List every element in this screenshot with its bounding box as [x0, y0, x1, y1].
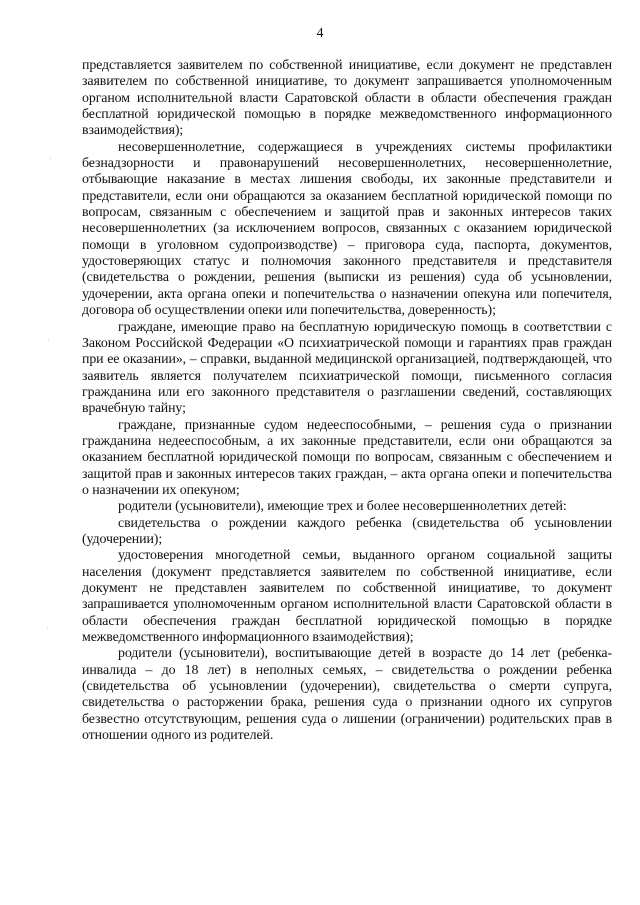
- paragraph-continuation: представляется заявителем по собственной инициативе, если документ не представлен заявителем по собственной инициативе, то документ запрашивается уполномоченным органом исполнительной власти Саратовской области в области обеспечения граждан бесплатной юридической помощью в порядке межведомственного информационного взаимодействия);: [82, 58, 612, 139]
- paragraph-large-families: родители (усыновители), имеющие трех и более несовершеннолетних детей:: [118, 499, 567, 515]
- page-number: 4: [316, 26, 324, 41]
- paragraph-incapacitated: граждане, признанные судом недееспособными, – решения суда о признании гражданина недееспособным, а их законные представители, если они обращаются за оказанием бесплатной юридической помощи по вопросам, связанным с обеспечением и защитой прав и законных интересов таких граждан, – акта органа опеки и попечительства о назначении их опекуном;: [82, 417, 612, 498]
- scan-speck: [48, 340, 49, 341]
- scan-speck: [50, 158, 51, 159]
- paragraph-psychiatric-help: граждане, имеющие право на бесплатную юридическую помощь в соответствии с Законом Российской Федерации «О психиатрической помощи и гарантиях прав граждан при ее оказании», – справки, выданной медицинской организацией, подтверждающей, что заявитель является получателем психиатрической помощи, письменного согласия гражданина или его законного представителя о разглашении сведений, составляющих врачебную тайну;: [82, 319, 612, 417]
- paragraph-birth-certificates: свидетельства о рождении каждого ребенка (свидетельства об усыновлении (удочерении);: [82, 515, 612, 547]
- paragraph-minors: несовершеннолетние, содержащиеся в учреждениях системы профилактики безнадзорности и правонарушений несовершеннолетних, несовершеннолетние, отбывающие наказание в местах лишения свободы, их законные представители и представители, если они обращаются за оказанием бесплатной юридической помощи по вопросам, связанным с обеспечением и защитой прав и законных интересов таких несовершеннолетних (за исключением вопросов, связанных с оказанием юридической помощи в уголовном судопроизводстве) – приговора суда, паспорта, документов, удостоверяющих статус и полномочия законного представителя и представителя (свидетельства о рождении, решения (выписки из решения) суда об усыновлении, удочерении, акта органа опеки и попечительства о назначении опекуна или попечителя, договора об осуществлении опеки или попечительства, доверенность);: [82, 139, 612, 319]
- paragraph-large-family-certificate: удостоверения многодетной семьи, выданного органом социальной защиты населения (документ представляется заявителем по собственной инициативе, если документ не представлен заявителем по собственной инициативе, то документ запрашивается уполномоченным органом исполнительной власти Саратовской области в области обеспечения граждан бесплатной юридической помощью в порядке межведомственного информационного взаимодействия);: [82, 548, 612, 646]
- paragraph-single-parent: родители (усыновители), воспитывающие детей в возрасте до 14 лет (ребенка-инвалида – до 18 лет) в неполных семьях, – свидетельства о рождении ребенка (свидетельства об усыновлении (удочерении), свидетельства о смерти супруга, свидетельства о расторжении брака, решения суда о признании одного их супругов безвестно отсутствующим, решения суда о лишении (ограничении) родительских прав в отношении одного из родителей.: [82, 646, 612, 744]
- document-body: [82, 58, 612, 744]
- scan-speck: [47, 628, 48, 629]
